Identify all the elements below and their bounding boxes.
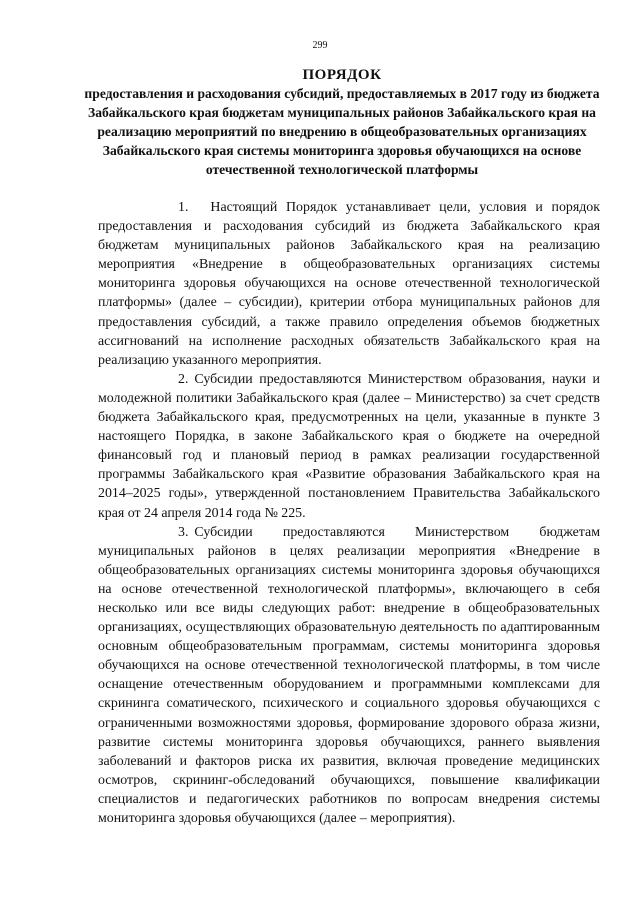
paragraph-number: 1. (178, 200, 189, 215)
paragraph-number: 2. (178, 371, 189, 387)
paragraph-3 (98, 523, 600, 829)
paragraph-number: 3. (178, 524, 189, 540)
document-title: ПОРЯДОК (302, 67, 382, 83)
paragraph-1 (98, 198, 600, 370)
document-body (98, 198, 600, 828)
paragraph-text: Субсидии предоставляются Министерством образования, науки и молодежной политики Забайкальского края (далее – Министерство) за счет средств бюджета Забайкальского края, предусмотренных на цели, указанные в пункте 3 настоящего Порядка, в законе Забайкальского края о бюджете на очередной финансовый год и плановый период в рамках реализации государственной программы Забайкальского края «Развитие образования Забайкальского края на 2014–2025 годы», утвержденной постановлением Правительства Забайкальского края от 24 апреля 2014 года № 225. (98, 371, 600, 521)
title-block (84, 66, 600, 179)
paragraph-text: Субсидии предоставляются Министерством бюджетам муниципальных районов в целях реализации мероприятия «Внедрение в общеобразовательных организациях системы мониторинга здоровья обучающихся на основе отечественной технологической платформы», включающего в себя несколько или все виды следующих работ: внедрение в общеобразовательных организациях, осуществляющих образовательную деятельность по адаптированным основным общеобразовательным программам, системы мониторинга здоровья обучающихся на основе отечественной технологической платформы, в том числе оснащение отечественным оборудованием и программными комплексами для скрининга соматического, психического и социального здоровья обучающихся с ограниченными возможностями здоровья, формирование здорового образа жизни, развитие системы мониторинга здоровья обучающихся, раннего выявления заболеваний и факторов риска их развития, включая проведение медицинских осмотров, скрининг-обследований обучающихся, повышение квалификации специалистов и педагогических работников по вопросам внедрения системы мониторинга здоровья обучающихся (далее – мероприятия). (98, 524, 600, 826)
paragraph-text: Настоящий Порядок устанавливает цели, условия и порядок предоставления и расходования субсидий из бюджета Забайкальского края бюджетам муниципальных районов Забайкальского края на реализацию мероприятия «Внедрение в общеобразовательных организациях системы мониторинга здоровья обучающихся на основе отечественной технологической платформы» (далее – субсидии), критерии отбора муниципальных районов для предоставления субсидий, а также правило определения объемов бюджетных ассигнований на исполнение расходных обязательств Забайкальского края на реализацию указанного мероприятия. (98, 200, 600, 368)
paragraph-2 (98, 370, 600, 523)
document-subtitle: предоставления и расходования субсидий, предоставляемых в 2017 году из бюджета Забайкальского края бюджетам муниципальных районов Забайкальского края на реализацию мероприятий по внедрению в общеобразовательных организациях Забайкальского края системы мониторинга здоровья обучающихся на основе отечественной технологической платформы (84, 86, 600, 177)
page-number: 299 (312, 40, 328, 51)
